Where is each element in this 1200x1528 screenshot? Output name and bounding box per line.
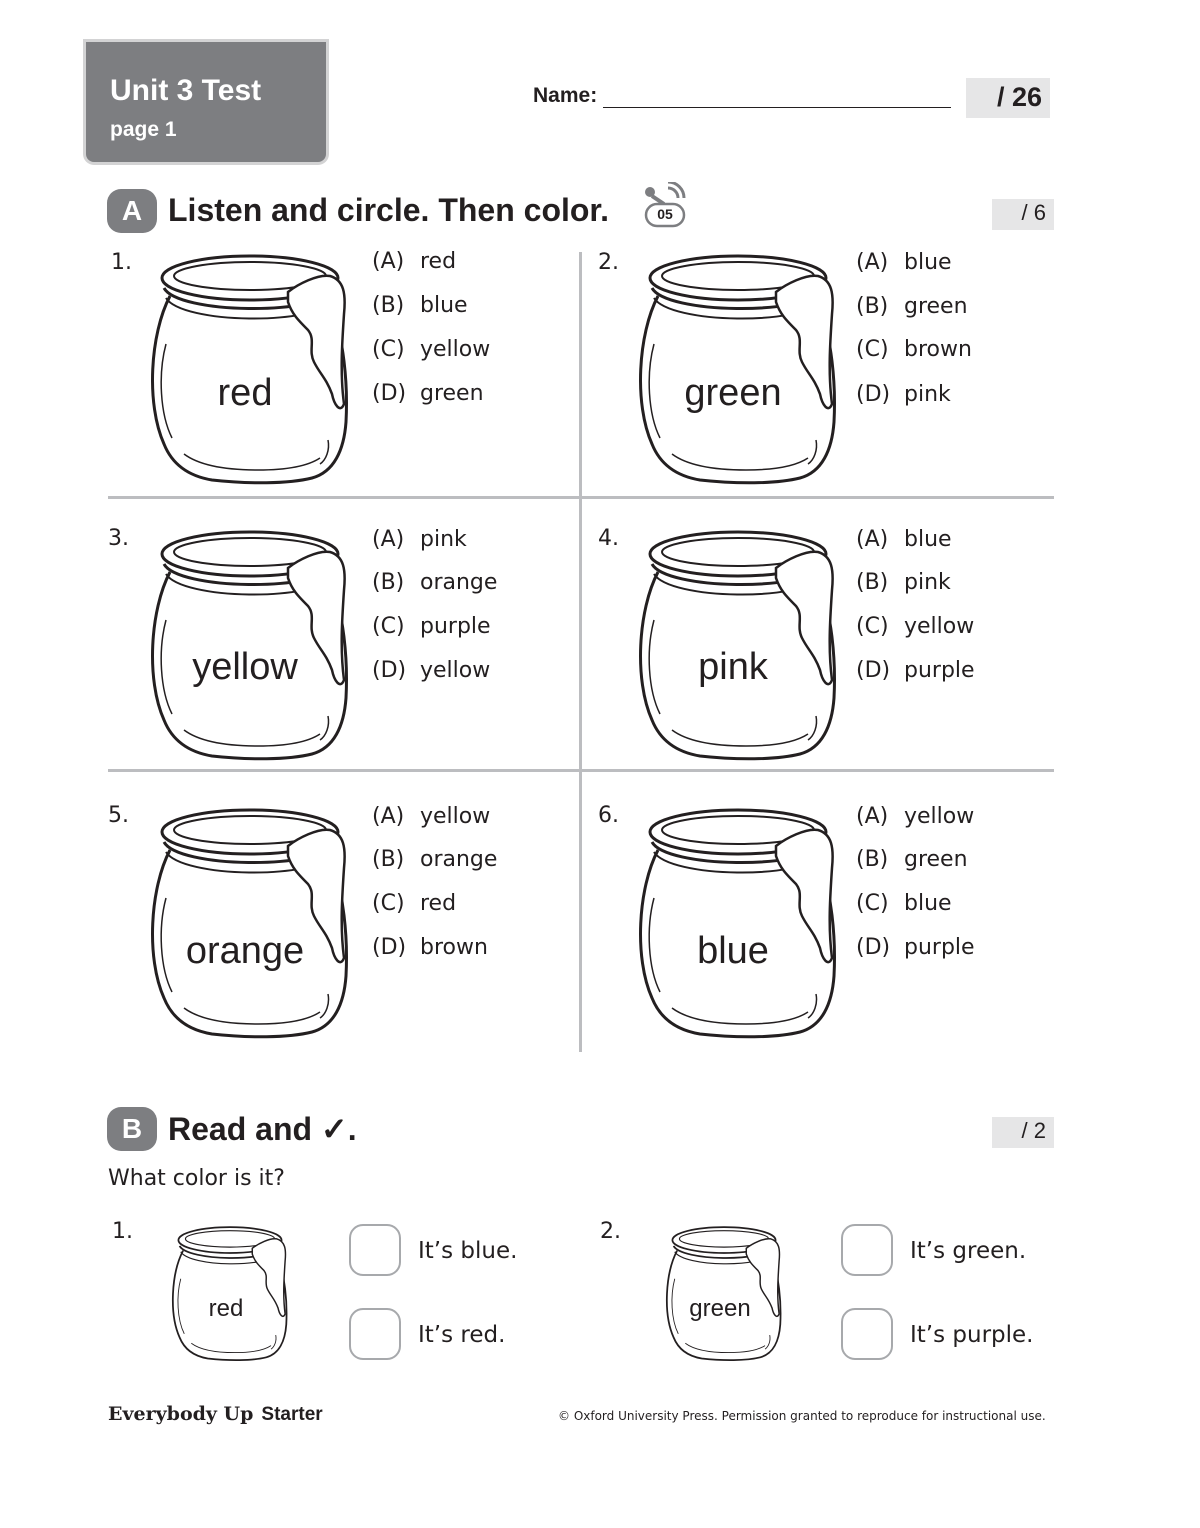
checkbox[interactable] — [841, 1224, 893, 1276]
option-b[interactable]: (B) pink — [856, 570, 951, 595]
option-d[interactable]: (D) purple — [856, 935, 975, 960]
option-d[interactable]: (D) yellow — [372, 658, 491, 683]
option-d[interactable]: (D) green — [372, 381, 484, 406]
option-b[interactable]: (B) orange — [372, 570, 498, 595]
choice-text: It’s blue. — [418, 1238, 518, 1264]
section-a-title: Listen and circle. Then color. — [168, 192, 609, 228]
name-field[interactable] — [603, 107, 951, 108]
option-a[interactable]: (A) red — [372, 249, 457, 274]
option-b[interactable]: (B) green — [856, 294, 968, 319]
unit-title: Unit 3 Test — [110, 74, 262, 107]
copyright-notice: © Oxford University Press. Permission granted to reproduce for instructional use. — [558, 1409, 1046, 1423]
jar-word: orange — [185, 930, 305, 972]
choice-text: It’s green. — [910, 1238, 1027, 1264]
jar-word: pink — [698, 646, 768, 688]
brand-name: Everybody Up — [108, 1403, 254, 1425]
jar-word: green — [684, 372, 782, 414]
grid-horizontal-divider-2 — [108, 769, 1054, 772]
audio-track-icon[interactable] — [638, 182, 690, 228]
choice-text: It’s red. — [418, 1322, 506, 1348]
item-number: 6. — [598, 803, 619, 828]
total-score: / 26 — [966, 78, 1050, 118]
option-d[interactable]: (D) brown — [372, 935, 488, 960]
jar-image — [636, 808, 840, 1040]
option-d[interactable]: (D) pink — [856, 382, 951, 407]
option-a[interactable]: (A) pink — [372, 527, 467, 552]
item-number: 4. — [598, 526, 619, 551]
option-c[interactable]: (C) red — [372, 891, 457, 916]
option-a[interactable]: (A) blue — [856, 527, 952, 552]
option-c[interactable]: (C) yellow — [372, 337, 491, 362]
grid-horizontal-divider-1 — [108, 496, 1054, 499]
section-b-badge: B — [107, 1107, 157, 1151]
option-b[interactable]: (B) green — [856, 847, 968, 872]
option-c[interactable]: (C) purple — [372, 614, 491, 639]
jar-image — [148, 254, 352, 486]
option-c[interactable]: (C) yellow — [856, 614, 975, 639]
option-b[interactable]: (B) orange — [372, 847, 498, 872]
jar-image — [170, 1226, 290, 1362]
section-b-question: What color is it? — [108, 1166, 285, 1191]
section-a-score: / 6 — [992, 199, 1054, 230]
jar-image — [636, 254, 840, 486]
option-a[interactable]: (A) yellow — [372, 804, 491, 829]
jar-image — [148, 808, 352, 1040]
item-number: 3. — [108, 526, 129, 551]
grid-vertical-divider — [579, 252, 582, 1052]
option-a[interactable]: (A) blue — [856, 250, 952, 275]
option-c[interactable]: (C) blue — [856, 891, 952, 916]
option-c[interactable]: (C) brown — [856, 337, 972, 362]
jar-word: blue — [697, 930, 769, 972]
option-d[interactable]: (D) purple — [856, 658, 975, 683]
item-number: 1. — [111, 250, 132, 275]
option-b[interactable]: (B) blue — [372, 293, 468, 318]
choice-text: It’s purple. — [910, 1322, 1034, 1348]
audio-track-number: 05 — [657, 206, 673, 222]
checkbox[interactable] — [349, 1308, 401, 1360]
checkbox[interactable] — [841, 1308, 893, 1360]
item-number: 1. — [112, 1219, 133, 1244]
jar-word: red — [208, 1295, 244, 1322]
item-number: 5. — [108, 803, 129, 828]
jar-image — [664, 1226, 784, 1362]
section-b-score: / 2 — [992, 1117, 1054, 1148]
jar-word: yellow — [192, 646, 298, 688]
jar-word: red — [217, 372, 273, 414]
item-number: 2. — [598, 250, 619, 275]
checkbox[interactable] — [349, 1224, 401, 1276]
brand-level: Starter — [261, 1404, 323, 1425]
footer-brand — [108, 1403, 323, 1426]
jar-word: green — [689, 1295, 751, 1322]
option-a[interactable]: (A) yellow — [856, 804, 975, 829]
name-label: Name: — [533, 84, 598, 107]
section-a-badge: A — [107, 189, 157, 233]
section-b-title: Read and ✓. — [168, 1111, 357, 1147]
page-label: page 1 — [110, 118, 177, 141]
item-number: 2. — [600, 1219, 621, 1244]
